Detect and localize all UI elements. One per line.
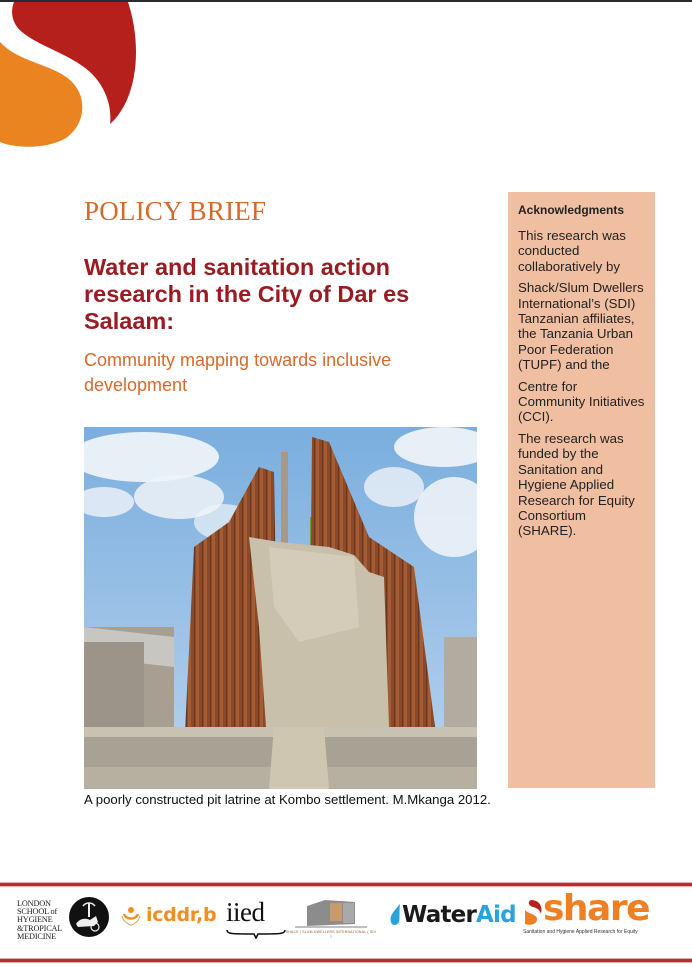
wateraid-logo	[388, 902, 516, 928]
cover-photo	[84, 427, 477, 789]
document-title: Water and sanitation action research in the City of Dar es Salaam:	[84, 254, 410, 334]
partner-logos	[0, 890, 692, 956]
share-swoosh-small-icon	[523, 898, 545, 928]
lshtm-crest-icon	[68, 896, 110, 938]
icddrb-wordmark: icddr,b	[146, 904, 217, 926]
document-subtitle: Community mapping towards inclusive development	[84, 350, 392, 395]
sdi-building-icon	[285, 898, 377, 930]
lshtm-line: LONDON	[17, 899, 51, 908]
document-type: POLICY BRIEF	[84, 196, 267, 226]
photo-pit-latrine-icon	[84, 427, 477, 789]
acknowledgments-sidebar	[508, 192, 655, 788]
icddrb-emblem-icon	[120, 904, 142, 926]
acknowledgments-paragraph: The research was funded by the Sanitation and Hygiene Applied Research for Equity Consortium (SHARE).	[518, 430, 635, 539]
footer-rule-bottom	[0, 959, 692, 962]
iied-logo	[226, 898, 286, 944]
acknowledgments-paragraph: Centre for Community Initiatives (CCI).	[518, 378, 645, 425]
iied-wordmark: iied	[226, 897, 265, 927]
acknowledgments-title: Acknowledgments	[518, 203, 625, 217]
iied-bracket-icon	[226, 929, 286, 939]
share-swoosh-logo-icon	[0, 2, 140, 147]
lshtm-logo-text	[17, 900, 62, 941]
lshtm-line: SCHOOL of	[17, 907, 58, 917]
wateraid-wordmark	[402, 902, 516, 928]
lshtm-line: &TROPICAL	[17, 923, 63, 933]
acknowledgments-paragraph: This research was conducted collaboratively by	[518, 228, 626, 274]
lshtm-line: HYGIENE	[17, 915, 53, 925]
water-drop-icon	[388, 903, 402, 927]
sdi-wordmark: SHACK / SLUM DWELLERS INTERNATIONAL ( SDI )	[285, 930, 377, 938]
wateraid-water: Water	[402, 902, 477, 928]
icddrb-logo	[120, 904, 216, 926]
acknowledgments-paragraph: Shack/Slum Dwellers International’s (SDI) Tanzanian affiliates, the Tanzania Urban Poor Federation (TUPF) and the	[518, 280, 644, 373]
lshtm-line: MEDICINE	[17, 931, 56, 941]
share-tagline: Sanitation and Hygiene Applied Research for Equity	[523, 929, 638, 935]
footer-rule-top	[0, 883, 692, 886]
photo-caption: A poorly constructed pit latrine at Kombo settlement. M.Mkanga 2012.	[84, 792, 491, 807]
wateraid-aid: Aid	[476, 902, 516, 928]
sdi-logo	[285, 898, 377, 940]
share-wordmark: share	[543, 888, 650, 929]
